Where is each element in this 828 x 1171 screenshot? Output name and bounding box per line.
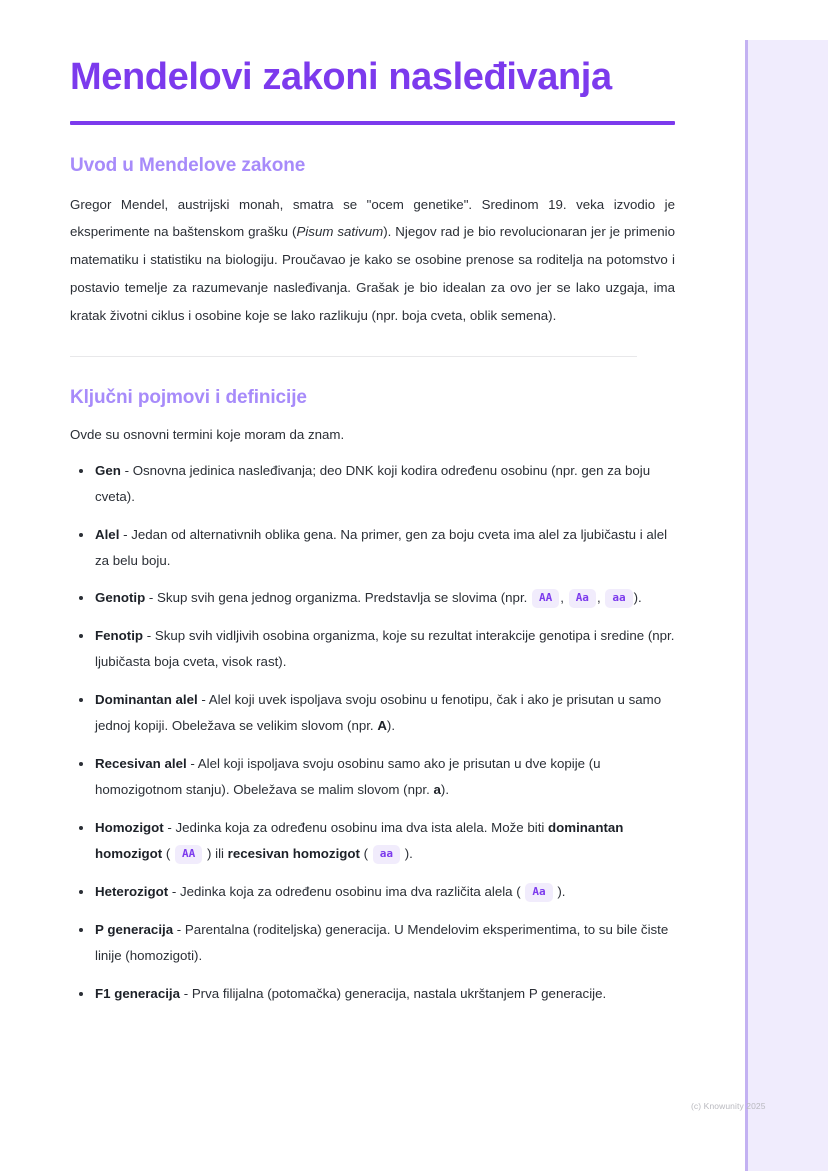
- list-item: [70, 522, 675, 574]
- chip-separator: ,: [596, 590, 605, 606]
- section-divider: [70, 356, 637, 357]
- list-item: [70, 815, 675, 867]
- term-label: P generacija: [95, 921, 174, 937]
- intro-paragraph: [70, 191, 675, 331]
- term-text-e: ).: [401, 845, 413, 861]
- page-title: Mendelovi zakoni nasleđivanja: [70, 56, 612, 98]
- term-text-b: (: [162, 845, 175, 861]
- chip-separator: ,: [560, 590, 568, 606]
- term-text-end: ).: [633, 590, 642, 606]
- watermark: (c) Knowunity 2025: [691, 1101, 766, 1111]
- list-item: [70, 585, 675, 611]
- list-item: [70, 917, 675, 969]
- term-text: - Parentalna (roditeljska) generacija. U Mendelovim eksperimentima, to su bile čiste linije (homozigoti).: [95, 921, 669, 963]
- term-label: F1 generacija: [95, 985, 180, 1001]
- list-item: [70, 879, 675, 905]
- list-item: [70, 981, 675, 1007]
- term-label: Dominantan alel: [95, 692, 198, 708]
- term-label: Homozigot: [95, 819, 164, 835]
- genotype-chip-aa-recessive: aa: [605, 589, 632, 608]
- genotype-chip-heterozygous: Aa: [525, 883, 552, 902]
- term-text-end: ).: [440, 781, 450, 797]
- term-text: - Jedan od alternativnih oblika gena. Na primer, gen za boju cveta ima alel za ljubičastu i alel za belu boju.: [95, 526, 668, 568]
- list-item: [70, 623, 675, 675]
- homozygote-dominant-label: dominantan homozigot: [95, 819, 624, 861]
- allele-symbol: A: [377, 718, 387, 734]
- section-heading-intro: Uvod u Mendelove zakone: [70, 154, 306, 176]
- intro-paragraph-part1: Gregor Mendel, austrijski monah, smatra se "ocem genetike". Sredinom 19. veka izvodio je eksperimente na baštenskom grašku (: [70, 196, 675, 240]
- term-label: Heterozigot: [95, 883, 169, 899]
- term-text-c: ) ili: [203, 845, 228, 861]
- term-text: - Osnovna jedinica nasleđivanja; deo DNK koji kodira određenu osobinu (npr. gen za boju cveta).: [95, 462, 651, 504]
- term-text: - Skup svih gena jednog organizma. Predstavlja se slovima (npr.: [145, 590, 532, 606]
- term-text: - Alel koji uvek ispoljava svoju osobinu u fenotipu, čak i ako je prisutan u samo jednoj kopiji. Obeležava se velikim slovom (npr.: [95, 692, 662, 734]
- homozygote-recessive-label: recesivan homozigot: [227, 845, 360, 861]
- intro-paragraph-part2: ). Njegov rad je bio revolucionaran jer je primenio matematiku i statistiku na biologiju. Proučavao je kako se osobine prenose sa roditelja na potomstvo i postavio temelje za razumevanje nasleđivanja. Grašak je bio idealan za ovo jer se lako uzgaja, ima kratak životni ciklus i osobine koje se lako razlikuju (npr. boja cveta, oblik semena).: [70, 224, 675, 324]
- term-text-d: (: [359, 845, 372, 861]
- section-heading-key-terms: Ključni pojmovi i definicije: [70, 387, 307, 409]
- list-item: [70, 458, 675, 510]
- term-label: Gen: [95, 462, 121, 478]
- term-text: - Jedinka koja za određenu osobinu ima dva ista alela. Može biti: [163, 819, 549, 835]
- right-scroll-strip[interactable]: [745, 40, 828, 1171]
- title-underline: [70, 121, 675, 125]
- genotype-chip-aa-recessive: aa: [373, 845, 400, 864]
- term-label: Recesivan alel: [95, 756, 187, 772]
- genotype-chip-heterozygous: Aa: [569, 589, 596, 608]
- term-text: - Prva filijalna (potomačka) generacija, nastala ukrštanjem P generacije.: [180, 985, 607, 1001]
- term-label: Genotip: [95, 590, 146, 606]
- allele-symbol: a: [433, 781, 441, 797]
- section-key-terms: [70, 387, 675, 1006]
- term-list: [70, 458, 675, 1007]
- genotype-chip-aa-dominant: AA: [532, 589, 559, 608]
- term-label: Alel: [95, 526, 120, 542]
- list-item: [70, 751, 675, 803]
- list-item: [70, 687, 675, 739]
- term-label: Fenotip: [95, 628, 144, 644]
- term-text: - Alel koji ispoljava svoju osobinu samo ako je prisutan u dve kopije (u homozigotnom stanju). Obeležava se malim slovom (npr.: [95, 756, 601, 797]
- species-name: Pisum sativum: [296, 224, 384, 240]
- term-text-end: ).: [553, 883, 566, 899]
- term-text: - Skup svih vidljivih osobina organizma, koje su rezultat interakcije genotipa i sredine (npr. ljubičasta boja cveta, visok rast).: [95, 628, 675, 670]
- term-text: - Jedinka koja za određenu osobinu ima dva različita alela (: [168, 883, 525, 899]
- section-intro: [70, 155, 675, 331]
- genotype-chip-aa-dominant: AA: [175, 845, 202, 864]
- key-terms-lead: Ovde su osnovni termini koje moram da znam.: [70, 427, 345, 443]
- term-text-end: ).: [386, 718, 396, 734]
